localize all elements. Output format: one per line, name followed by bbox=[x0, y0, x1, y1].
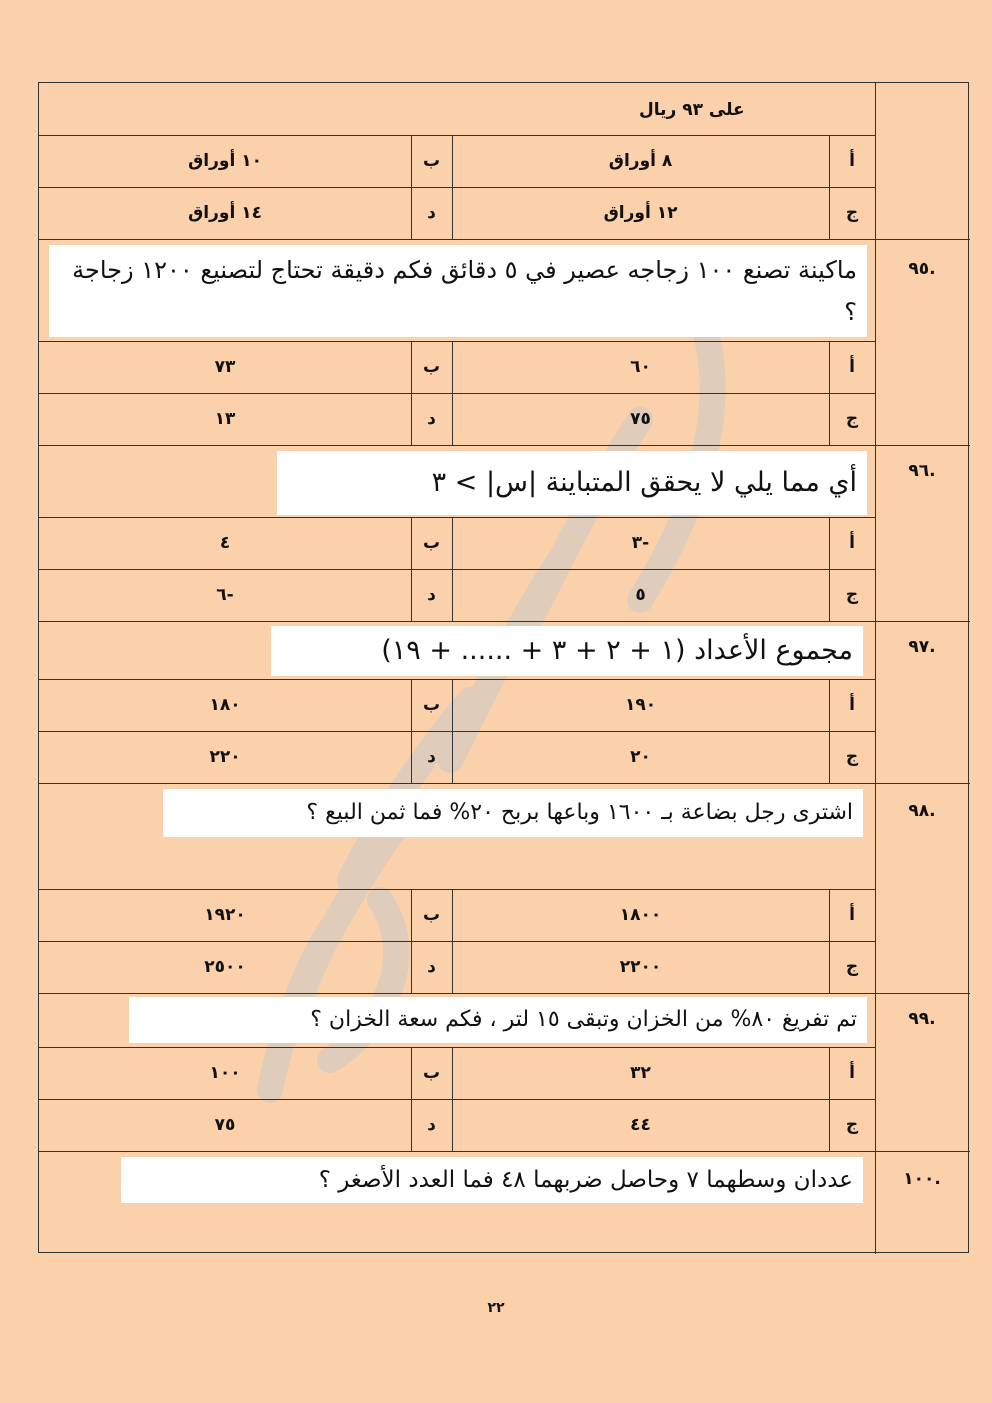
option-value-b: ١٠٠ bbox=[209, 1063, 241, 1083]
option-label-d: د bbox=[427, 747, 436, 767]
option-value-c: ٢٢٠٠ bbox=[619, 957, 662, 977]
option-label-a: أ bbox=[849, 905, 855, 925]
option-value-d: ٧٥ bbox=[214, 1115, 236, 1135]
option-value-b: ٧٣ bbox=[214, 357, 236, 377]
question-number: .٩٧ bbox=[908, 637, 936, 657]
option-label-a: أ bbox=[849, 695, 855, 715]
option-label-a: أ bbox=[849, 1063, 855, 1083]
question-number: .٩٦ bbox=[908, 461, 936, 481]
option-label-b: ب bbox=[422, 905, 441, 925]
option-value-a: -٣ bbox=[631, 533, 650, 553]
question-number: .٩٩ bbox=[908, 1009, 936, 1029]
option-value-d: -٦ bbox=[216, 585, 234, 605]
question-number: .٩٥ bbox=[908, 259, 936, 279]
option-label-d: د bbox=[427, 409, 436, 429]
option-label-d: د bbox=[427, 1115, 436, 1135]
option-label-a: أ bbox=[849, 151, 855, 171]
option-label-a: أ bbox=[849, 533, 855, 553]
option-value-d: ١٣ bbox=[214, 409, 236, 429]
option-label-c: ج bbox=[845, 585, 859, 605]
option-value-c: ٢٠ bbox=[630, 747, 651, 767]
option-label-c: ج bbox=[845, 1115, 859, 1135]
question-text: أي مما يلي لا يحقق المتباينة |س| > ٣ bbox=[277, 451, 867, 515]
question-text: اشترى رجل بضاعة بـ ١٦٠٠ وباعها بربح ٢٠% فما ثمن البيع ؟ bbox=[163, 789, 863, 837]
option-label-c: ج bbox=[845, 747, 859, 767]
option-value-a: ٣٢ bbox=[630, 1063, 651, 1083]
option-value-a: ١٩٠ bbox=[624, 695, 657, 715]
option-value-d: ٢٥٠٠ bbox=[204, 957, 246, 977]
option-value-c: ١٢ أوراق bbox=[603, 203, 678, 223]
option-value-b: ١٩٢٠ bbox=[204, 905, 246, 925]
option-label-b: ب bbox=[422, 1063, 441, 1083]
option-value-a: ١٨٠٠ bbox=[619, 905, 662, 925]
question-text: تم تفريغ ٨٠% من الخزان وتبقى ١٥ لتر ، فكم سعة الخزان ؟ bbox=[129, 997, 867, 1043]
question-text: عددان وسطهما ٧ وحاصل ضربهما ٤٨ فما العدد الأصغر ؟ bbox=[121, 1157, 863, 1203]
option-label-c: ج bbox=[845, 957, 859, 977]
option-label-d: د bbox=[427, 585, 436, 605]
option-label-a: أ bbox=[849, 357, 855, 377]
option-value-b: ١٨٠ bbox=[209, 695, 241, 715]
question-number: .٩٨ bbox=[908, 801, 936, 821]
option-label-b: ب bbox=[422, 357, 441, 377]
option-label-c: ج bbox=[845, 203, 859, 223]
question-grid bbox=[38, 82, 969, 1253]
option-value-a: ٨ أوراق bbox=[608, 151, 673, 171]
option-label-d: د bbox=[427, 203, 436, 223]
option-value-d: ٢٢٠ bbox=[209, 747, 241, 767]
option-label-b: ب bbox=[422, 533, 441, 553]
option-label-c: ج bbox=[845, 409, 859, 429]
option-value-b: ١٠ أوراق bbox=[188, 151, 262, 171]
option-value-b: ٤ bbox=[219, 533, 231, 553]
question-number: .١٠٠ bbox=[903, 1169, 941, 1189]
continuation-text: على ٩٣ ريال bbox=[639, 100, 745, 120]
option-value-c: ٥ bbox=[635, 585, 646, 605]
option-label-d: د bbox=[427, 957, 436, 977]
option-value-c: ٤٤ bbox=[630, 1115, 651, 1135]
option-label-b: ب bbox=[422, 695, 441, 715]
option-value-a: ٦٠ bbox=[630, 357, 651, 377]
option-value-d: ١٤ أوراق bbox=[188, 203, 262, 223]
page-number: ٢٢ bbox=[487, 1300, 505, 1316]
question-text: ماكينة تصنع ١٠٠ زجاجه عصير في ٥ دقائق فكم دقيقة تحتاج لتصنيع ١٢٠٠ زجاجة ؟ bbox=[49, 245, 867, 337]
question-text: مجموع الأعداد (١ + ٢ + ٣ + ...... + ١٩) bbox=[271, 626, 863, 676]
option-label-b: ب bbox=[422, 151, 441, 171]
option-value-c: ٧٥ bbox=[630, 409, 651, 429]
